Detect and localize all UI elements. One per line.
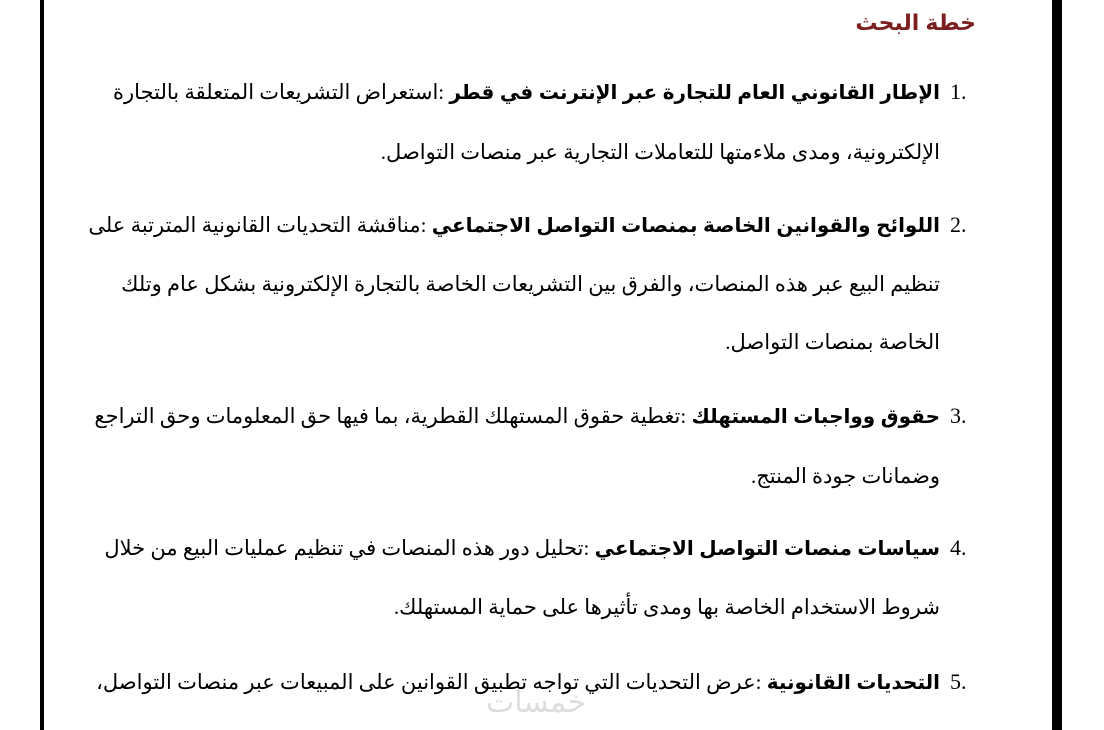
item-text: :استعراض التشريعات المتعلقة بالتجارة <box>113 80 450 104</box>
item-line <box>144 577 940 637</box>
item-text: :مناقشة التحديات القانونية المترتبة على <box>88 213 432 237</box>
item-line <box>104 518 940 579</box>
item-title: سياسات منصات التواصل الاجتماعي <box>594 538 940 560</box>
watermark-logo: خمسات <box>486 685 587 720</box>
item-title: حقوق وواجبات المستهلك <box>691 406 940 428</box>
item-text: :تحليل دور هذه المنصات في تنظيم عمليات البيع من خلال <box>104 536 595 560</box>
item-text: شروط الاستخدام الخاصة بها ومدى تأثيرها على حماية المستهلك. <box>393 595 940 619</box>
section-heading: خطة البحث <box>855 10 976 35</box>
item-title: الإطار القانوني العام للتجارة عبر الإنترنت في قطر <box>449 82 940 104</box>
item-line <box>144 446 940 506</box>
item-text: تنظيم البيع عبر هذه المنصات، والفرق بين التشريعات الخاصة بالتجارة الإلكترونية بشكل عام وتلك <box>121 272 940 296</box>
item-line <box>121 254 940 314</box>
item-title: اللوائح والقوانين الخاصة بمنصات التواصل الاجتماعي <box>431 215 940 237</box>
item-line <box>144 312 940 372</box>
item-text: الإلكترونية، ومدى ملاءمتها للتعاملات التجارية عبر منصات التواصل. <box>380 140 940 164</box>
item-line <box>88 195 940 256</box>
item-line <box>113 62 940 123</box>
document-page <box>44 0 1052 730</box>
item-number: 4. <box>950 535 967 560</box>
item-line <box>144 122 940 182</box>
item-line <box>94 386 940 447</box>
list-item-2 <box>88 195 992 375</box>
list-item-1 <box>92 62 992 182</box>
item-text: الخاصة بمنصات التواصل. <box>725 330 940 354</box>
list-item-3 <box>92 386 992 506</box>
list-item-4 <box>92 518 992 638</box>
item-number: 1. <box>950 79 967 104</box>
item-text: وضمانات جودة المنتج. <box>750 464 940 488</box>
item-text: :عرض التحديات التي تواجه تطبيق القوانين على المبيعات عبر منصات التواصل، <box>96 670 767 694</box>
item-title: التحديات القانونية <box>766 672 940 694</box>
item-number: 3. <box>950 403 967 428</box>
page-border-right <box>1052 0 1062 730</box>
item-text: :تغطية حقوق المستهلك القطرية، بما فيها حق المعلومات وحق التراجع <box>94 404 692 428</box>
item-number: 2. <box>950 212 967 237</box>
item-number: 5. <box>950 669 967 694</box>
